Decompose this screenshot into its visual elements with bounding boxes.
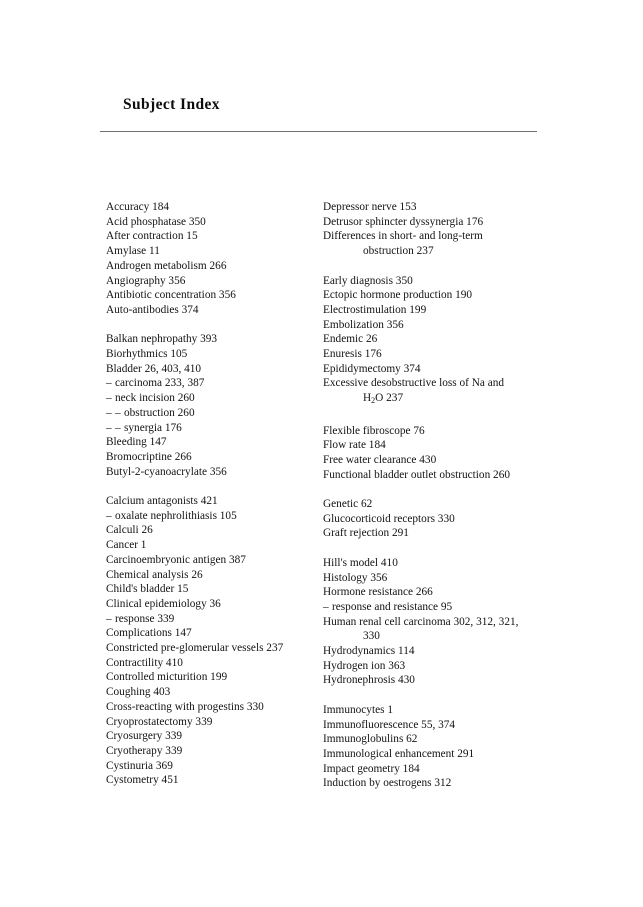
index-entry-text: Ectopic hormone production 190 bbox=[323, 289, 473, 302]
index-entry bbox=[106, 465, 316, 480]
index-entry-text: Cross-reacting with progestins 330 bbox=[106, 700, 264, 713]
index-entry-continuation: 330 bbox=[363, 630, 380, 643]
index-entry bbox=[106, 656, 316, 671]
index-group bbox=[323, 424, 573, 483]
index-entry-text: Androgen metabolism 266 bbox=[106, 259, 227, 272]
index-entry-text: Hormone resistance 266 bbox=[323, 586, 433, 599]
index-entry-text: Impact geometry 184 bbox=[323, 762, 420, 775]
index-entry bbox=[323, 347, 573, 362]
index-entry bbox=[323, 615, 573, 644]
index-entry-text: Coughing 403 bbox=[106, 686, 171, 699]
index-column-left bbox=[106, 200, 316, 788]
index-entry bbox=[323, 332, 573, 347]
index-group bbox=[323, 200, 573, 259]
index-entry-text: Graft rejection 291 bbox=[323, 527, 409, 540]
index-group bbox=[323, 556, 573, 688]
index-entry bbox=[106, 303, 316, 318]
index-entry-text: carcinoma 233, 387 bbox=[115, 377, 205, 390]
index-entry bbox=[106, 229, 316, 244]
index-entry bbox=[323, 659, 573, 674]
index-entry-text: Cystometry 451 bbox=[106, 774, 179, 787]
index-entry bbox=[323, 318, 573, 333]
index-entry bbox=[323, 747, 573, 762]
index-entry bbox=[106, 773, 316, 788]
index-entry-text: Human renal cell carcinoma 302, 312, 321, bbox=[323, 615, 519, 628]
index-entry bbox=[323, 703, 573, 718]
index-group bbox=[106, 494, 316, 788]
index-entry bbox=[323, 497, 573, 512]
index-entry-text: Cryoprostatectomy 339 bbox=[106, 715, 213, 728]
index-entry-text: obstruction 260 bbox=[124, 406, 195, 419]
index-group bbox=[106, 332, 316, 479]
index-entry bbox=[323, 644, 573, 659]
index-entry-text: Immunofluorescence 55, 374 bbox=[323, 718, 456, 731]
index-entry-text: Epididymectomy 374 bbox=[323, 362, 421, 375]
index-entry-text: Chemical analysis 26 bbox=[106, 568, 203, 581]
index-entry bbox=[323, 526, 573, 541]
index-entry-text: Functional bladder outlet obstruction 260 bbox=[323, 468, 510, 481]
index-entry bbox=[323, 376, 573, 408]
index-entry bbox=[323, 556, 573, 571]
index-subentry bbox=[106, 509, 316, 524]
index-entry bbox=[323, 303, 573, 318]
index-entry-continuation: obstruction 237 bbox=[363, 245, 434, 258]
index-entry bbox=[323, 585, 573, 600]
index-subentry bbox=[106, 391, 316, 406]
index-entry-text: Balkan nephropathy 393 bbox=[106, 333, 218, 346]
index-entry-text: Depressor nerve 153 bbox=[323, 201, 417, 213]
index-entry-text: Biorhythmics 105 bbox=[106, 348, 188, 361]
index-entry bbox=[323, 776, 573, 791]
index-entry bbox=[323, 362, 573, 377]
index-entry bbox=[106, 700, 316, 715]
index-entry-text: Calcium antagonists 421 bbox=[106, 495, 218, 508]
index-entry-text: Cryotherapy 339 bbox=[106, 744, 183, 757]
index-entry bbox=[323, 732, 573, 747]
index-entry-text: Differences in short- and long-term bbox=[323, 230, 483, 243]
index-entry bbox=[106, 259, 316, 274]
index-entry-text: Antibiotic concentration 356 bbox=[106, 289, 236, 302]
index-entry-continuation: $H_2O$ 237 bbox=[363, 392, 404, 406]
index-subentry bbox=[106, 421, 316, 436]
index-subentry bbox=[106, 406, 316, 421]
entry-dash-icon: – bbox=[106, 392, 112, 405]
index-entry-text: Endemic 26 bbox=[323, 333, 378, 346]
index-group bbox=[323, 703, 573, 791]
index-entry-text: Complications 147 bbox=[106, 627, 192, 640]
index-entry-text: Induction by oestrogens 312 bbox=[323, 777, 452, 790]
entry-dash-icon: – bbox=[115, 421, 121, 434]
index-entry-text: Accuracy 184 bbox=[106, 201, 170, 213]
index-entry-text: Child's bladder 15 bbox=[106, 583, 189, 596]
index-subentry bbox=[106, 376, 316, 391]
index-entry bbox=[106, 332, 316, 347]
entry-dash-icon: – bbox=[106, 406, 112, 419]
entry-dash-icon: – bbox=[106, 612, 112, 625]
index-entry-text: Flexible fibroscope 76 bbox=[323, 424, 425, 437]
index-entry bbox=[323, 718, 573, 733]
index-entry bbox=[106, 244, 316, 259]
index-entry-text: Auto-antibodies 374 bbox=[106, 303, 199, 316]
index-entry-text: Amylase 11 bbox=[106, 245, 160, 258]
index-entry bbox=[323, 424, 573, 439]
index-entry bbox=[323, 453, 573, 468]
index-entry bbox=[106, 450, 316, 465]
index-entry-text: Immunocytes 1 bbox=[323, 703, 393, 716]
page-title: Subject Index bbox=[123, 96, 220, 113]
index-entry-text: Early diagnosis 350 bbox=[323, 274, 413, 287]
index-entry bbox=[106, 568, 316, 583]
index-entry-text: Butyl-2-cyanoacrylate 356 bbox=[106, 465, 227, 478]
index-entry-text: Bladder 26, 403, 410 bbox=[106, 362, 202, 375]
index-entry-text: Flow rate 184 bbox=[323, 439, 386, 452]
index-entry bbox=[323, 438, 573, 453]
index-entry-text: Bleeding 147 bbox=[106, 436, 167, 449]
index-entry-text: Genetic 62 bbox=[323, 498, 373, 511]
index-entry-text: oxalate nephrolithiasis 105 bbox=[115, 509, 237, 522]
index-entry bbox=[106, 200, 316, 215]
index-entry bbox=[106, 362, 316, 377]
index-entry-text: Hydronephrosis 430 bbox=[323, 674, 415, 687]
entry-dash-icon: – bbox=[106, 377, 112, 390]
index-entry-text: Calculi 26 bbox=[106, 524, 153, 537]
index-entry-text: Hydrodynamics 114 bbox=[323, 645, 415, 658]
index-entry bbox=[106, 670, 316, 685]
index-entry bbox=[106, 274, 316, 289]
index-entry-text: Immunological enhancement 291 bbox=[323, 747, 475, 760]
index-entry-text: Cystinuria 369 bbox=[106, 759, 173, 772]
entry-dash-icon: – bbox=[106, 509, 112, 522]
index-entry bbox=[106, 215, 316, 230]
index-entry-text: Hill's model 410 bbox=[323, 556, 398, 569]
index-entry-text: Electrostimulation 199 bbox=[323, 303, 427, 316]
index-entry bbox=[106, 538, 316, 553]
entry-dash-icon: – bbox=[106, 421, 112, 434]
index-entry bbox=[106, 715, 316, 730]
index-entry bbox=[323, 274, 573, 289]
entry-dash-icon: – bbox=[323, 600, 329, 613]
index-entry-text: Cancer 1 bbox=[106, 539, 147, 552]
index-entry-text: Glucocorticoid receptors 330 bbox=[323, 512, 455, 525]
index-entry bbox=[106, 744, 316, 759]
index-entry bbox=[106, 435, 316, 450]
index-entry-text: Excessive desobstructive loss of Na and bbox=[323, 377, 505, 390]
index-entry-text: Contractility 410 bbox=[106, 656, 183, 669]
index-entry bbox=[106, 626, 316, 641]
index-entry-text: Hydrogen ion 363 bbox=[323, 659, 406, 672]
index-entry-text: Controlled micturition 199 bbox=[106, 671, 228, 684]
index-entry bbox=[323, 215, 573, 230]
index-entry bbox=[323, 512, 573, 527]
index-entry-text: Enuresis 176 bbox=[323, 348, 382, 361]
index-entry bbox=[106, 759, 316, 774]
index-group bbox=[106, 200, 316, 318]
index-entry-text: Embolization 356 bbox=[323, 318, 404, 331]
index-entry-text: response 339 bbox=[115, 612, 175, 625]
index-group bbox=[323, 497, 573, 541]
index-subentry bbox=[106, 612, 316, 627]
index-entry bbox=[106, 685, 316, 700]
index-entry bbox=[106, 494, 316, 509]
index-entry bbox=[323, 762, 573, 777]
index-entry-text: neck incision 260 bbox=[115, 392, 195, 405]
index-entry-text: Detrusor sphincter dyssynergia 176 bbox=[323, 215, 484, 228]
index-entry-text: Angiography 356 bbox=[106, 274, 186, 287]
index-entry-text: Bromocriptine 266 bbox=[106, 450, 192, 463]
index-entry-text: Cryosurgery 339 bbox=[106, 730, 183, 743]
index-subentry bbox=[323, 600, 573, 615]
index-entry bbox=[106, 641, 316, 656]
index-entry-text: Immunoglobulins 62 bbox=[323, 733, 418, 746]
index-entry bbox=[106, 347, 316, 362]
index-entry-text: Histology 356 bbox=[323, 571, 388, 584]
index-entry-text: synergia 176 bbox=[124, 421, 182, 434]
index-entry bbox=[323, 468, 573, 483]
index-entry bbox=[323, 288, 573, 303]
index-entry bbox=[106, 288, 316, 303]
index-column-right bbox=[323, 200, 573, 791]
index-entry-text: After contraction 15 bbox=[106, 230, 198, 243]
index-entry bbox=[106, 597, 316, 612]
index-entry-text: Clinical epidemiology 36 bbox=[106, 597, 221, 610]
index-entry bbox=[106, 523, 316, 538]
index-entry-text: Carcinoembryonic antigen 387 bbox=[106, 553, 246, 566]
index-entry bbox=[106, 729, 316, 744]
index-entry bbox=[106, 553, 316, 568]
index-entry-text: Constricted pre-glomerular vessels 237 bbox=[106, 642, 284, 655]
header-divider bbox=[100, 131, 537, 132]
index-group bbox=[323, 274, 573, 409]
index-entry-text: response and resistance 95 bbox=[332, 600, 453, 613]
index-entry bbox=[323, 229, 573, 258]
index-entry-text: Acid phosphatase 350 bbox=[106, 215, 206, 228]
entry-dash-icon: – bbox=[115, 406, 121, 419]
index-entry bbox=[323, 200, 573, 215]
index-entry-text: Free water clearance 430 bbox=[323, 453, 437, 466]
index-entry bbox=[106, 582, 316, 597]
index-entry bbox=[323, 571, 573, 586]
index-entry bbox=[323, 673, 573, 688]
